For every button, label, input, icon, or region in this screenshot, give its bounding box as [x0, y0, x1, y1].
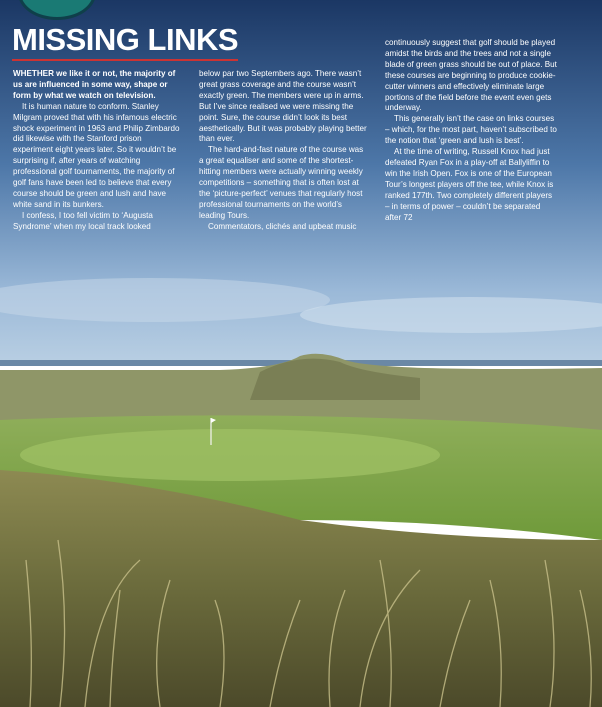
article-paragraph: below par two Septembers ago. There wasn’t great grass coverage and the course wasn’t exactly green. The members were up in arms. But I’ve since realised we were missing the point. Sure, the course didn’t look its best aesthetically. But it was probably playing better than ever. — [199, 69, 367, 144]
article-title: MISSING LINKS — [12, 24, 238, 61]
article-paragraph: This generally isn’t the case on links courses – which, for the most part, haven’t subscribed to the notion that ‘green and lush is best’. — [385, 114, 557, 146]
green — [20, 429, 440, 481]
article-paragraph: The hard-and-fast nature of the course was a great equaliser and some of the shortest-hitting members were actually winning weekly competitions – something that is often lost at the ‘picture-perfect’ venues that regularly host professional tournaments on the world’s leading Tours. — [199, 145, 364, 220]
article-column-1 — [13, 69, 183, 233]
article-paragraph: It is human nature to conform. Stanley Milgram proved that with his infamous electric shock experiment in 1963 and Philip Zimbardo did likewise with the Stanford prison experiment eight years later. So it wouldn’t be surprising if, after years of watching professional golf tournaments, the majority of golf fans have been led to believe that every course should be green and lush and have white sand in its bunkers. — [13, 101, 180, 209]
article-paragraph: At the time of writing, Russell Knox had just defeated Ryan Fox in a play-off at Ballyliffin to win the Irish Open. Fox is one of the European Tour’s longest players off the tee, while Knox is ranked 177th. Two completely different players – in terms of power – couldn’t be separated after 72 — [385, 147, 554, 222]
article-paragraph: Commentators, clichés and upbeat music — [208, 221, 357, 231]
article-lead: WHETHER we like it or not, the majority of us are influenced in some way, shape or form by what we watch on television. — [13, 69, 176, 100]
article-paragraph: continuously suggest that golf should be played amidst the birds and the trees and not a single blade of green grass should be out of place. But these courses are beginning to produce cookie-cutter winners and effectively eliminate large portions of the field before the event even gets underway. — [385, 38, 557, 113]
article-column-3 — [385, 38, 558, 223]
article-paragraph: I confess, I too fell victim to ‘Augusta Syndrome’ when my local track looked — [13, 210, 153, 231]
article-column-2 — [199, 69, 367, 233]
